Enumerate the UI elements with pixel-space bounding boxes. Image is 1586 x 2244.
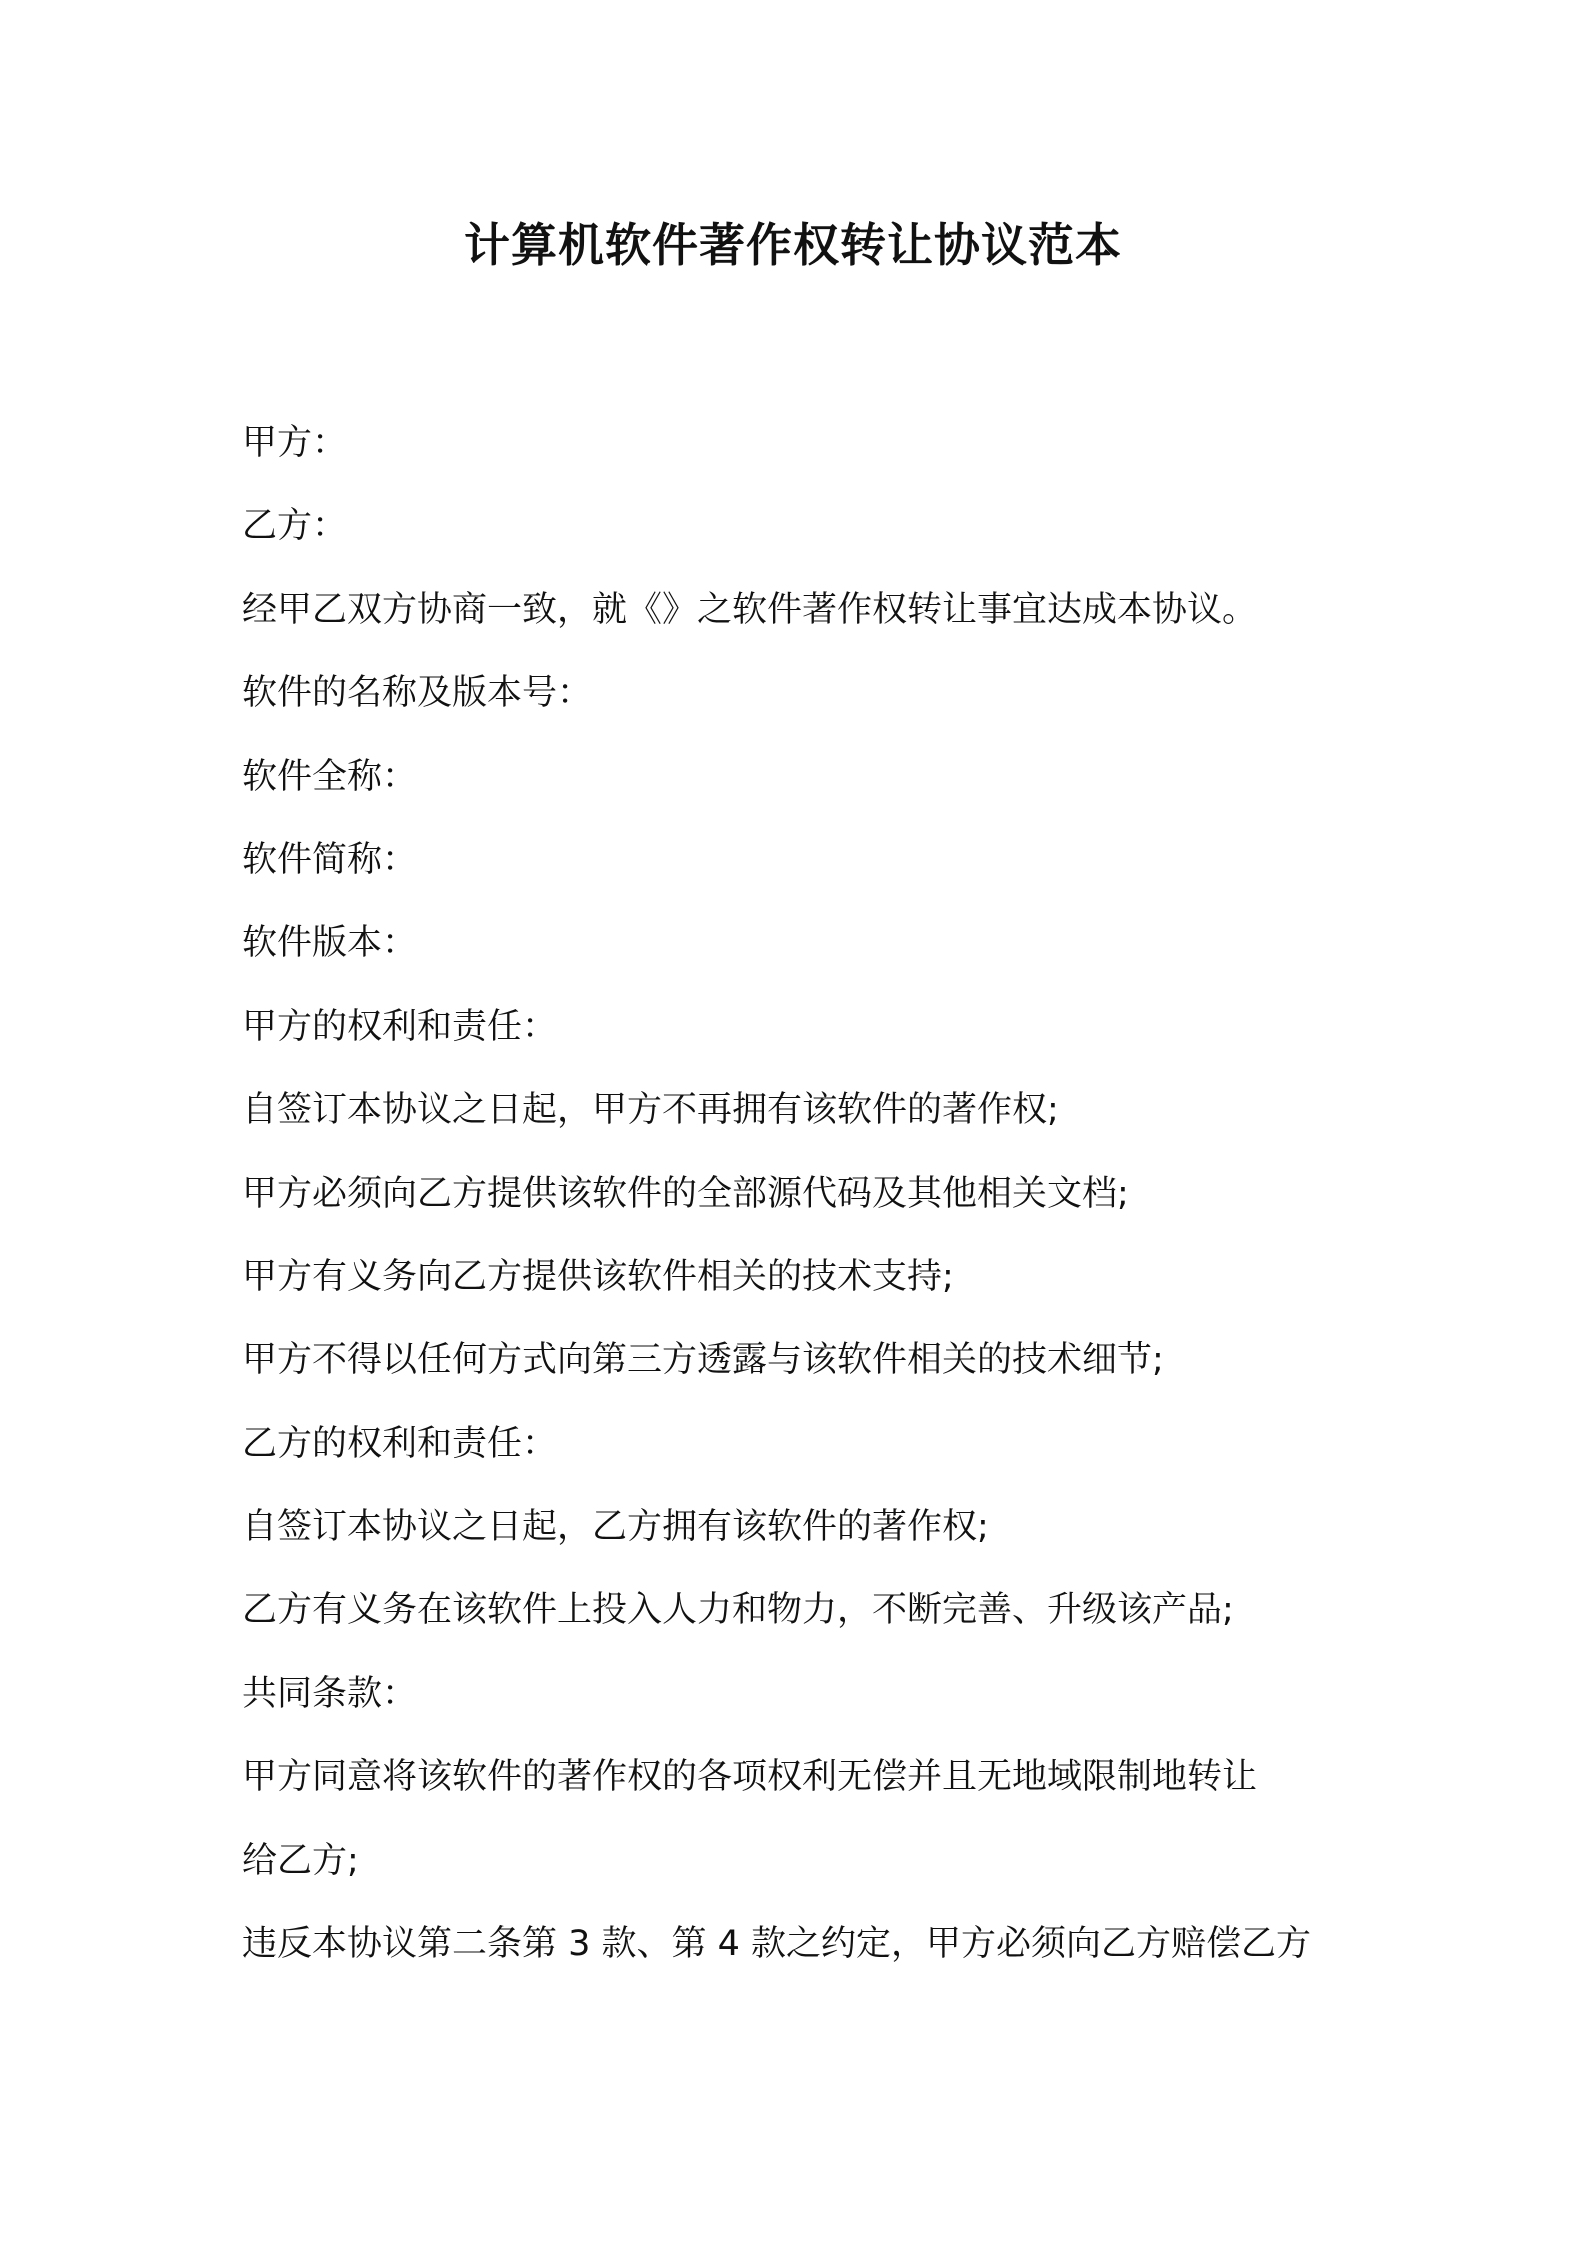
software-full-name: 软件全称： [242,756,418,797]
common-terms-heading: 共同条款： [242,1673,418,1714]
party-b-clause: 自签订本协议之日起，乙方拥有该软件的著作权; [242,1507,989,1548]
software-short-name: 软件简称： [242,839,418,880]
software-name-heading: 软件的名称及版本号： [242,673,593,714]
common-terms-clause: 甲方同意将该软件的著作权的各项权利无偿并且无地域限制地转让 [242,1757,1258,1798]
party-b-line: 乙方： [242,506,348,547]
document-body [242,402,1352,1986]
document-title: 计算机软件著作权转让协议范本 [464,218,1122,272]
party-a-clause: 甲方有义务向乙方提供该软件相关的技术支持; [242,1256,954,1297]
breach-clause: 违反本协议第二条第 3 款、第 4 款之约定，甲方必须向乙方赔偿乙方 [242,1924,1312,1965]
party-a-line: 甲方： [242,423,348,463]
party-b-rights-heading: 乙方的权利和责任： [242,1423,558,1464]
party-a-clause: 甲方必须向乙方提供该软件的全部源代码及其他相关文档; [242,1173,1129,1214]
party-a-rights-heading: 甲方的权利和责任： [242,1006,558,1047]
software-version: 软件版本： [242,923,418,964]
party-b-clause: 乙方有义务在该软件上投入人力和物力，不断完善、升级该产品; [242,1590,1234,1631]
agreement-intro: 经甲乙双方协商一致，就《》之软件著作权转让事宜达成本协议。 [242,589,1258,630]
party-a-clause: 自签订本协议之日起，甲方不再拥有该软件的著作权; [242,1090,1059,1131]
common-terms-clause-continued: 给乙方; [242,1840,359,1881]
party-a-clause: 甲方不得以任何方式向第三方透露与该软件相关的技术细节; [242,1340,1164,1381]
